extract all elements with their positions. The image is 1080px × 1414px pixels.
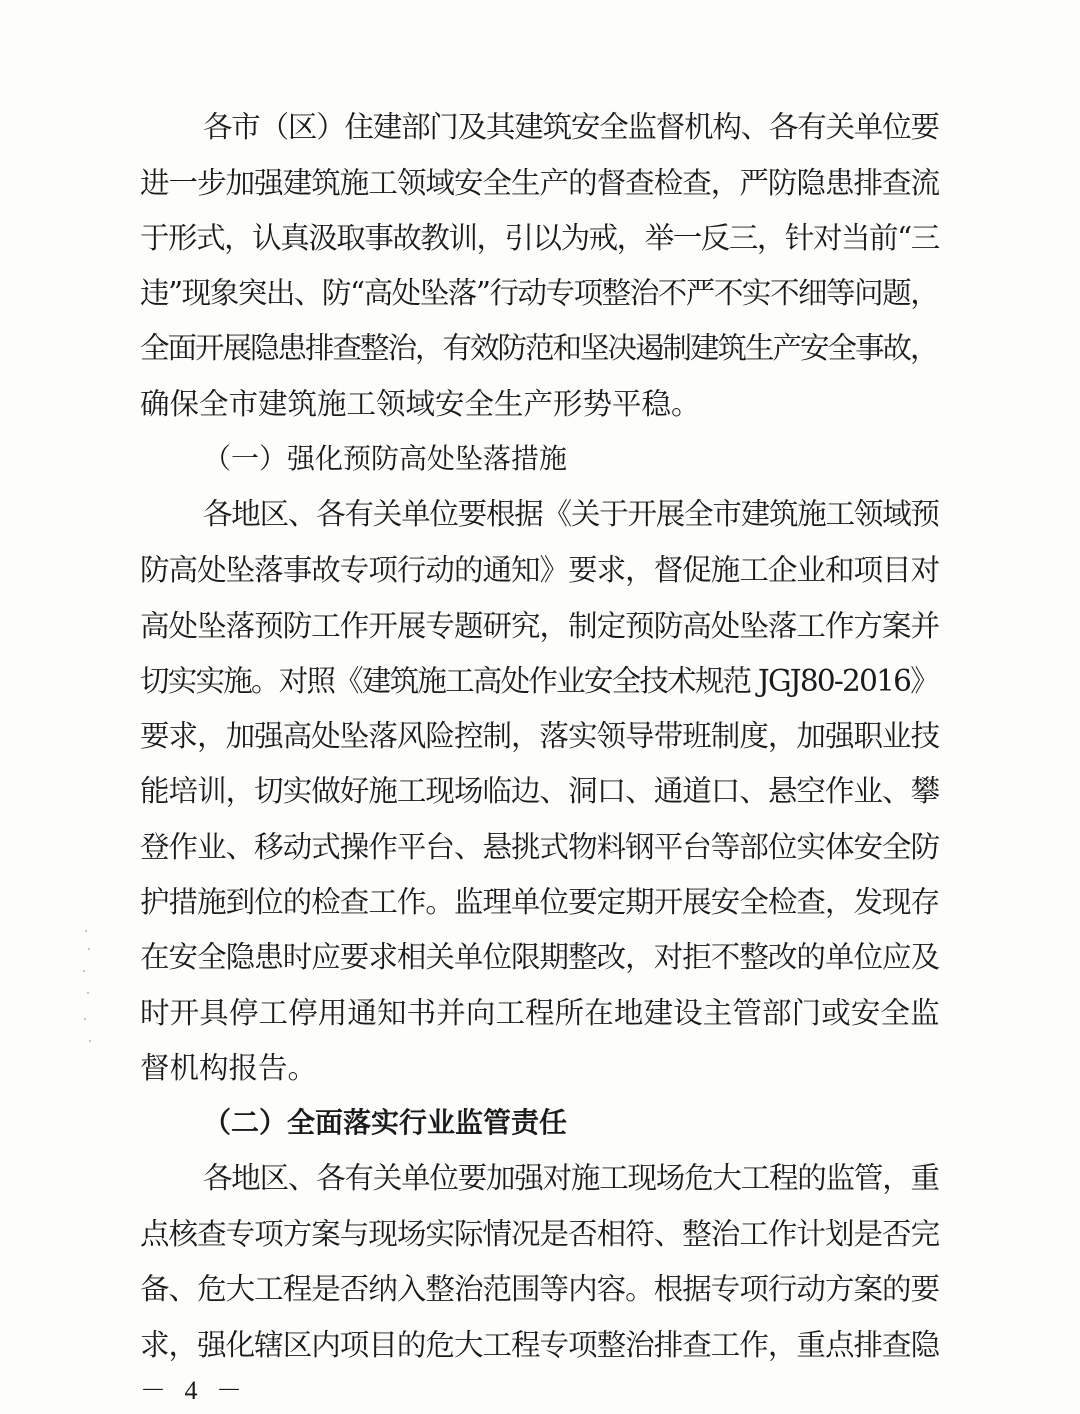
body-text-line: 督机构报告。 — [140, 1051, 318, 1085]
scan-smudge — [82, 930, 92, 1050]
body-text-line: 高处坠落预防工作开展专题研究，制定预防高处坠落工作方案并 — [140, 609, 940, 643]
body-text-line: 各市（区）住建部门及其建筑安全监督机构、各有关单位要 — [203, 110, 939, 144]
body-text-line: 进一步加强建筑施工领域安全生产的督查检查，严防隐患排查流 — [140, 166, 940, 200]
body-text-line: 备、危大工程是否纳入整治范围等内容。根据专项行动方案的要 — [140, 1272, 940, 1306]
body-text-line: 登作业、移动式操作平台、悬挑式物料钢平台等部位实体安全防 — [140, 830, 940, 864]
body-text-line: 在安全隐患时应要求相关单位限期整改，对拒不整改的单位应及 — [140, 940, 940, 974]
page-number: － 4 － — [140, 1376, 249, 1405]
body-text-line: 要求，加强高处坠落风险控制，落实领导带班制度，加强职业技 — [140, 719, 940, 753]
body-text-line: 时开具停工停用通知书并向工程所在地建设主管部门或安全监 — [140, 996, 940, 1030]
body-text-line: 全面开展隐患排查整治，有效防范和坚决遏制建筑生产安全事故， — [140, 331, 938, 365]
section-heading: （二）全面落实行业监管责任 — [203, 1106, 568, 1139]
body-text-line: 于形式，认真汲取事故教训，引以为戒，举一反三，针对当前“三 — [140, 221, 939, 255]
body-text-line: 求，强化辖区内项目的危大工程专项整治排查工作，重点排查隐 — [140, 1328, 940, 1362]
body-text-line: 确保全市建筑施工领域安全生产形势平稳。 — [140, 387, 701, 421]
body-text-line: 切实实施。对照《建筑施工高处作业安全技术规范 JGJ80-2016》 — [140, 664, 938, 698]
body-text-line: 防高处坠落事故专项行动的通知》要求，督促施工企业和项目对 — [140, 553, 940, 587]
body-text-line: 点核查专项方案与现场实际情况是否相符、整治工作计划是否完 — [140, 1217, 940, 1251]
section-heading: （一）强化预防高处坠落措施 — [203, 442, 568, 475]
body-text-line: 能培训，切实做好施工现场临边、洞口、通道口、悬空作业、攀 — [140, 774, 940, 808]
body-text-line: 各地区、各有关单位要根据《关于开展全市建筑施工领域预 — [203, 497, 939, 531]
body-text-line: 违”现象突出、防“高处坠落”行动专项整治不严不实不细等问题， — [140, 276, 939, 310]
body-text-line: 护措施到位的检查工作。监理单位要定期开展安全检查，发现存 — [140, 885, 940, 919]
body-text-line: 各地区、各有关单位要加强对施工现场危大工程的监管，重 — [203, 1161, 939, 1195]
